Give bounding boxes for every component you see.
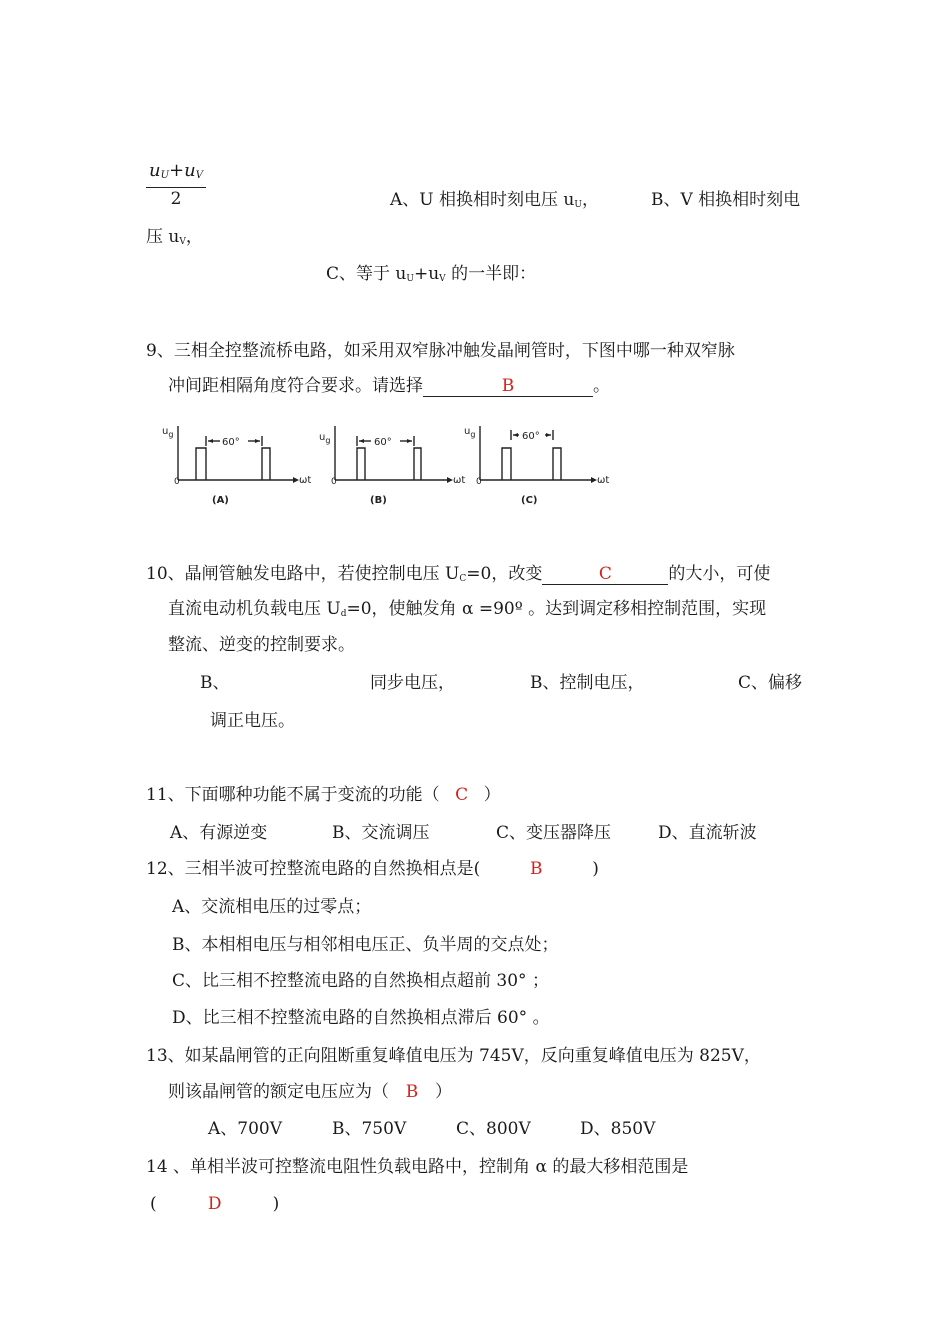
x-label-a: ωt [299, 475, 312, 486]
q10-stem-line2: 直流电动机负载电压 $U_d=0$，使触发角 α =90º 。达到调定移相控制范围，实现 [168, 599, 767, 619]
axis-label-c: $u_g$ [464, 426, 476, 439]
q12-answer: B [530, 859, 543, 879]
caption-c: (C) [521, 495, 538, 506]
q13-stem-line2: 则该晶闸管的额定电压应为（ B ） [168, 1082, 452, 1102]
q12-option-c: C、比三相不控整流电路的自然换相点超前 30° ； [172, 971, 549, 991]
fraction-denominator: 2 [170, 189, 182, 209]
q14-stem: 14 、单相半波可控整流电阻性负载电路中，控制角 α 的最大移相范围是 [146, 1157, 689, 1177]
q12-option-b: B、本相相电压与相邻相电压正、负半周的交点处； [172, 935, 559, 955]
q10-option-3: B、控制电压， [530, 673, 645, 693]
q10-option-1: B、 [200, 673, 230, 693]
fraction-formula [146, 160, 206, 210]
q10-option-4-cont: 调正电压。 [210, 711, 295, 731]
origin-c: 0 [476, 477, 482, 487]
q12-option-a: A、交流相电压的过零点； [172, 897, 372, 917]
q14-answer-line: ( D ) [150, 1194, 280, 1214]
x-label-b: ωt [453, 475, 466, 486]
angle-label-a: 60° [222, 437, 240, 448]
q13-option-b: B、750V [332, 1119, 407, 1139]
angle-label-c: 60° [522, 431, 540, 442]
q11-answer: C [455, 785, 469, 805]
angle-label-b: 60° [374, 437, 392, 448]
q8-option-a: A、U 相换相时刻电压 $u_U$， [390, 190, 599, 210]
q13-option-d: D、850V [580, 1119, 656, 1139]
pulse-diagram [158, 418, 618, 514]
q10-stem-line3: 整流、逆变的控制要求。 [168, 635, 355, 655]
q13-option-c: C、800V [456, 1119, 531, 1139]
caption-a: (A) [212, 495, 229, 506]
q10-option-4: C、偏移 [738, 673, 803, 693]
q8-option-b-cont: 压 $u_V$， [146, 227, 203, 247]
q11-stem: 11、下面哪种功能不属于变流的功能（ C ） [146, 785, 501, 805]
q14-answer: D [207, 1194, 222, 1214]
q12-stem: 12、三相半波可控整流电路的自然换相点是( B ) [146, 859, 599, 879]
q13-stem-line1: 13、如某晶闸管的正向阻断重复峰值电压为 745V，反向重复峰值电压为 825V， [146, 1046, 761, 1066]
q10-answer: C [598, 564, 612, 584]
axis-label-a: $u_g$ [162, 426, 174, 439]
q11-option-a: A、有源逆变 [170, 823, 268, 843]
q13-answer: B [405, 1082, 419, 1102]
q9-stem-line1: 9、三相全控整流桥电路，如采用双窄脉冲触发晶闸管时，下图中哪一种双窄脉 [146, 341, 735, 361]
pulse-diagram-svg [158, 418, 618, 510]
q11-option-c: C、变压器降压 [496, 823, 612, 843]
origin-a: 0 [174, 477, 180, 487]
q11-option-b: B、交流调压 [332, 823, 430, 843]
q8-option-b: B、V 相换相时刻电 [651, 190, 801, 210]
fraction-numerator: $u_U+u_V$ [146, 160, 206, 188]
q13-option-a: A、700V [208, 1119, 283, 1139]
axis-label-b: $u_g$ [319, 432, 331, 445]
q9-answer: B [501, 376, 515, 396]
q10-stem-line1: 10、晶闸管触发电路中，若使控制电压 $U_C=0$，改变 C 的大小，可使 [146, 564, 771, 584]
q12-option-d: D、比三相不控整流电路的自然换相点滞后 60° 。 [172, 1008, 550, 1028]
q11-option-d: D、直流斩波 [658, 823, 757, 843]
caption-b: (B) [370, 495, 387, 506]
origin-b: 0 [331, 477, 337, 487]
q10-option-2: 同步电压， [370, 673, 455, 693]
q9-stem-line2: 冲间距相隔角度符合要求。请选择 B 。 [168, 376, 610, 396]
q8-option-c: C、等于 $u_U+u_V$ 的一半即： [326, 264, 537, 284]
x-label-c: ωt [597, 475, 610, 486]
